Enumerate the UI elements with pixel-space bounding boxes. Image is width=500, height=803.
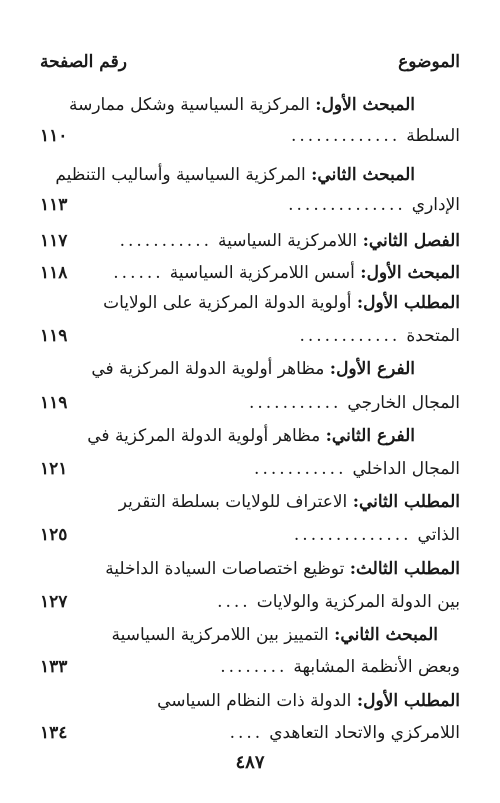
toc-entry bbox=[40, 556, 460, 582]
entry-page-number: ١٢٧ bbox=[40, 592, 68, 612]
toc-entry-continuation bbox=[40, 456, 460, 482]
entry-label: المطلب الأول: bbox=[356, 293, 460, 313]
topic-column-heading: الموضوع bbox=[398, 52, 460, 72]
leader-dots: ........ bbox=[220, 657, 288, 677]
toc-entry-continuation bbox=[40, 522, 460, 548]
entry-title bbox=[170, 260, 460, 286]
entry-text: التمييز بين اللامركزية السياسية bbox=[111, 625, 329, 645]
entry-page-number: ١٢١ bbox=[40, 459, 68, 479]
entry-text: المركزية السياسية وأساليب التنظيم bbox=[55, 165, 306, 185]
leader-dots: ........... bbox=[119, 231, 213, 251]
entry-page-number: ١١٨ bbox=[40, 263, 68, 283]
toc-chapter-entry bbox=[40, 228, 460, 254]
entry-label: المبحث الثاني: bbox=[311, 165, 415, 185]
entry-title bbox=[218, 228, 460, 254]
entry-text: المجال الخارجي bbox=[347, 393, 460, 413]
entry-label: المبحث الأول: bbox=[315, 95, 415, 115]
entry-text: بين الدولة المركزية والولايات bbox=[256, 592, 460, 612]
entry-page-number: ١٣٣ bbox=[40, 657, 68, 677]
entry-text: اللامركزية السياسية bbox=[218, 231, 358, 251]
toc-entry bbox=[40, 489, 460, 515]
leader-dots: .............. bbox=[288, 195, 406, 215]
entry-label: المبحث الثاني: bbox=[334, 625, 438, 645]
entry-label: الفرع الأول: bbox=[329, 359, 415, 379]
entry-label: المطلب الأول: bbox=[356, 691, 460, 711]
entry-page-number: ١١٩ bbox=[40, 393, 68, 413]
entry-text: الذاتي bbox=[417, 525, 460, 545]
page-number-footer: ٤٨٧ bbox=[235, 752, 265, 773]
entry-text: الدولة ذات النظام السياسي bbox=[157, 691, 352, 711]
entry-label: المطلب الثالث: bbox=[349, 559, 460, 579]
toc-entry bbox=[40, 92, 415, 118]
entry-text: السلطة bbox=[406, 126, 460, 146]
leader-dots: ........... bbox=[248, 393, 342, 413]
entry-page-number: ١١٧ bbox=[40, 231, 68, 251]
entry-text: توظيع اختصاصات السيادة الداخلية bbox=[105, 559, 345, 579]
toc-entry-continuation bbox=[40, 123, 460, 149]
toc-entry bbox=[40, 622, 438, 648]
entry-text: الإداري bbox=[411, 195, 460, 215]
entry-label: الفصل الثاني: bbox=[362, 231, 460, 251]
entry-text: الاعتراف للولايات بسلطة التقرير bbox=[118, 492, 348, 512]
entry-page-number: ١٢٥ bbox=[40, 525, 68, 545]
leader-dots: .... bbox=[229, 723, 264, 743]
page-number-column-heading: رقم الصفحة bbox=[40, 52, 127, 72]
entry-page-number: ١١٠ bbox=[40, 126, 68, 146]
toc-entry-continuation bbox=[40, 323, 460, 349]
entry-page-number: ١٣٤ bbox=[40, 723, 68, 743]
entry-text: المجال الداخلي bbox=[352, 459, 460, 479]
leader-dots: ............. bbox=[290, 126, 401, 146]
entry-text: وبعض الأنظمة المشابهة bbox=[293, 657, 460, 677]
toc-entry-continuation bbox=[40, 192, 460, 218]
toc-entry bbox=[40, 162, 415, 188]
entry-text: المركزية السياسية وشكل ممارسة bbox=[68, 95, 310, 115]
entry-text: المتحدة bbox=[406, 326, 460, 346]
toc-entry-continuation bbox=[40, 589, 460, 615]
toc-entry bbox=[40, 688, 460, 714]
leader-dots: .............. bbox=[293, 525, 412, 545]
toc-entry bbox=[40, 356, 415, 382]
toc-entry bbox=[40, 260, 460, 286]
leader-dots: ...... bbox=[113, 263, 164, 283]
entry-label: المبحث الأول: bbox=[360, 263, 460, 283]
leader-dots: .... bbox=[217, 592, 251, 612]
entry-label: المطلب الثاني: bbox=[352, 492, 460, 512]
toc-entry-continuation bbox=[40, 390, 460, 416]
entry-text: أسس اللامركزية السياسية bbox=[169, 263, 355, 283]
entry-label: الفرع الثاني: bbox=[325, 426, 415, 446]
leader-dots: ............ bbox=[299, 326, 401, 346]
entry-text: أولوية الدولة المركزية على الولايات bbox=[103, 293, 352, 313]
entry-text: اللامركزي والاتحاد التعاهدي bbox=[269, 723, 460, 743]
leader-dots: ........... bbox=[254, 459, 347, 479]
toc-entry-continuation bbox=[40, 720, 460, 746]
entry-page-number: ١١٣ bbox=[40, 195, 68, 215]
toc-header bbox=[40, 52, 460, 82]
entry-text: مظاهر أولوية الدولة المركزية في bbox=[87, 426, 321, 446]
toc-entry-continuation bbox=[40, 654, 460, 680]
entry-page-number: ١١٩ bbox=[40, 326, 68, 346]
toc-entry bbox=[40, 290, 460, 316]
toc-entry bbox=[40, 423, 415, 449]
entry-text: مظاهر أولوية الدولة المركزية في bbox=[91, 359, 325, 379]
